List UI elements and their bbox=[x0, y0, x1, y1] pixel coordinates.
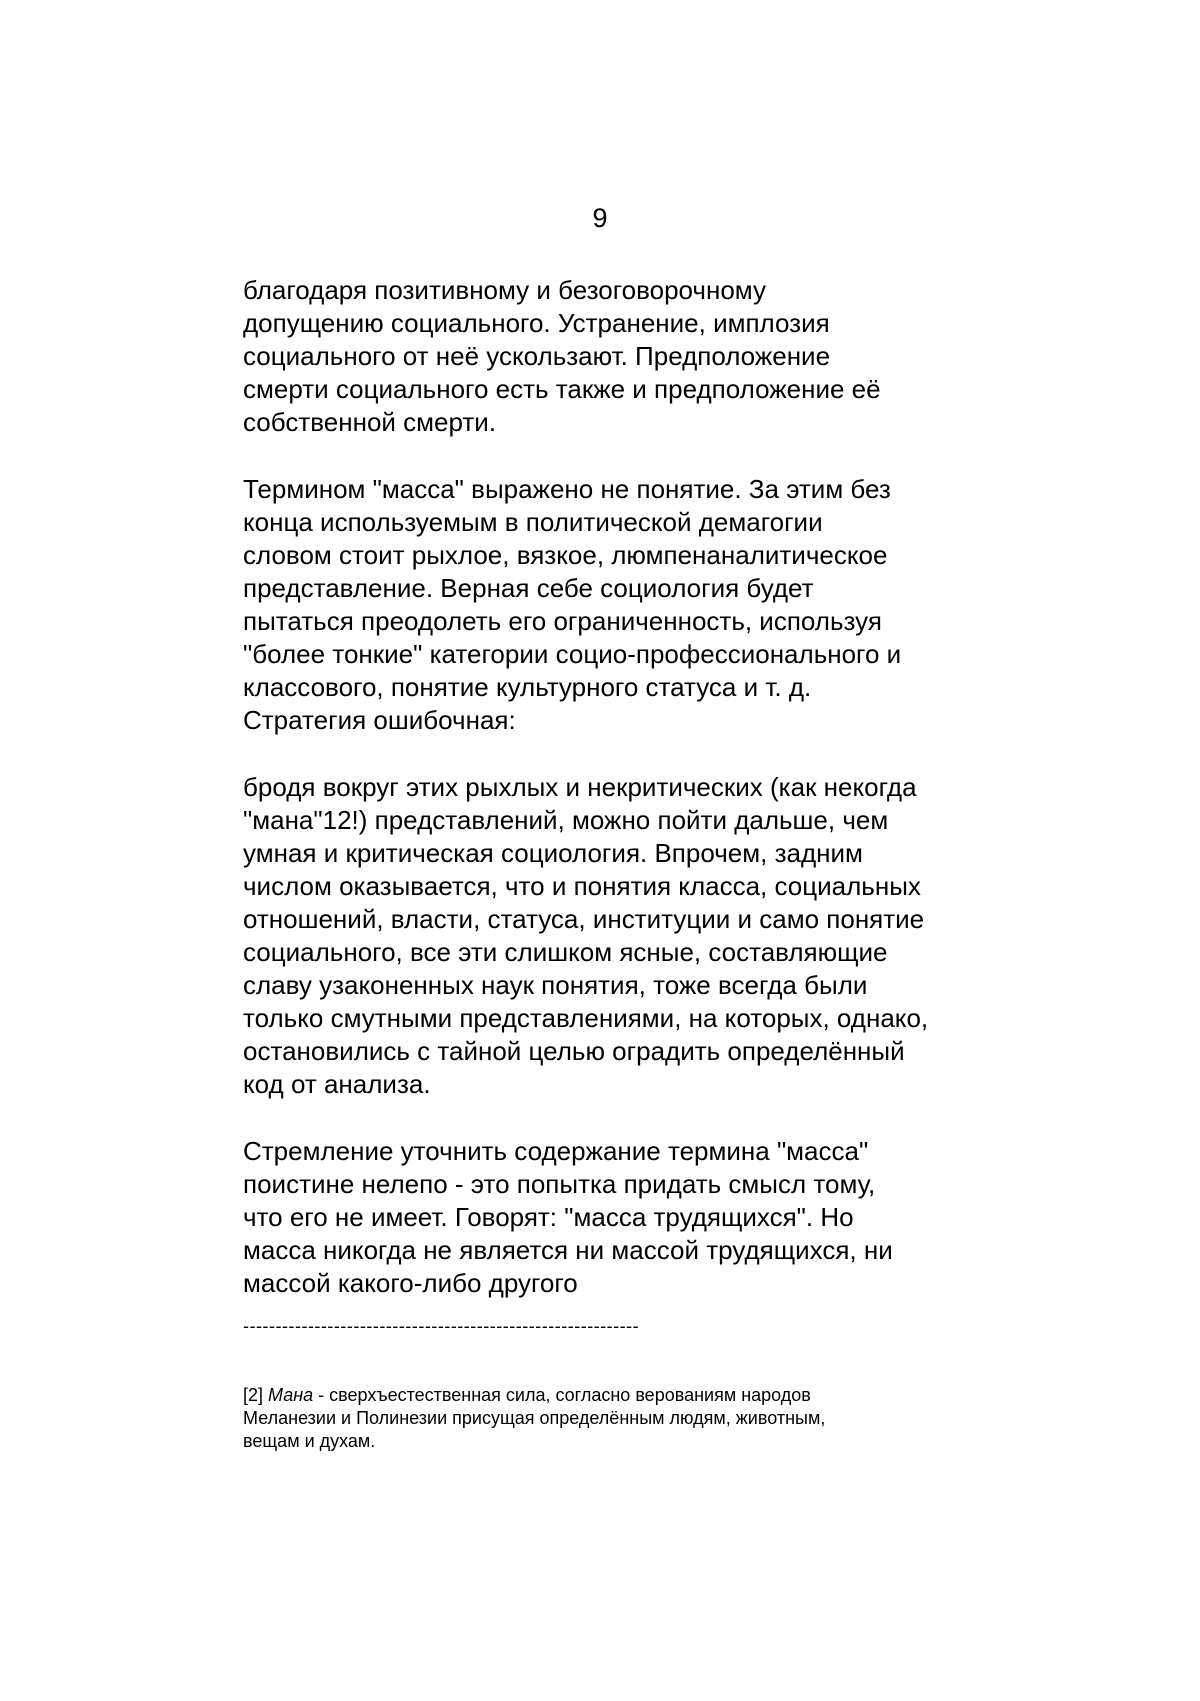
text-line: что его не имеет. Говорят: "масса трудящихся". Но bbox=[243, 1202, 854, 1232]
text-line: славу узаконенных наук понятия, тоже всегда были bbox=[243, 970, 868, 1000]
footnote-separator: ------------------------------------------------------------- bbox=[243, 1316, 640, 1336]
paragraph bbox=[243, 1135, 1003, 1300]
footnote-line bbox=[243, 1384, 1003, 1407]
footnote-marker: [2] bbox=[243, 1385, 264, 1405]
footnote-line: вещам и духам. bbox=[243, 1431, 376, 1451]
text-line: благодаря позитивному и безоговорочному bbox=[243, 275, 766, 305]
text-line: код от анализа. bbox=[243, 1069, 431, 1099]
text-line: пытаться преодолеть его ограниченность, используя bbox=[243, 606, 882, 636]
paragraph bbox=[243, 274, 1003, 439]
text-line: бродя вокруг этих рыхлых и некритических (как некогда bbox=[243, 772, 917, 802]
paragraph bbox=[243, 771, 1003, 1101]
text-line: социального от неё ускользают. Предположение bbox=[243, 341, 831, 371]
text-line: смерти социального есть также и предположение её bbox=[243, 374, 881, 404]
text-line: словом стоит рыхлое, вязкое, люмпенаналитическое bbox=[243, 540, 888, 570]
text-line: Термином "масса" выражено не понятие. За этим без bbox=[243, 474, 891, 504]
text-line: остановились с тайной целью оградить определённый bbox=[243, 1036, 905, 1066]
text-line: "мана"12!) представлений, можно пойти дальше, чем bbox=[243, 805, 889, 835]
footnote bbox=[243, 1384, 1003, 1453]
text-line: допущению социального. Устранение, имплозия bbox=[243, 308, 830, 338]
text-line: представление. Верная себе социология будет bbox=[243, 573, 814, 603]
text-line: масса никогда не является ни массой трудящихся, ни bbox=[243, 1235, 893, 1265]
text-line: отношений, власти, статуса, институции и само понятие bbox=[243, 904, 925, 934]
footnote-text: - сверхъестественная сила, согласно верованиям народов bbox=[313, 1385, 811, 1405]
text-line: числом оказывается, что и понятия класса, социальных bbox=[243, 871, 921, 901]
paragraph bbox=[243, 473, 1003, 737]
text-line: умная и критическая социология. Впрочем, задним bbox=[243, 838, 863, 868]
body-text bbox=[243, 274, 1003, 1334]
text-line: "более тонкие" категории социо-профессионального и bbox=[243, 639, 902, 669]
text-line: классового, понятие культурного статуса и т. д. bbox=[243, 672, 812, 702]
footnote-term: Мана bbox=[268, 1385, 314, 1405]
text-line: только смутными представлениями, на которых, однако, bbox=[243, 1003, 929, 1033]
text-line: социального, все эти слишком ясные, составляющие bbox=[243, 937, 888, 967]
text-line: Стремление уточнить содержание термина "масса" bbox=[243, 1136, 869, 1166]
text-line: Стратегия ошибочная: bbox=[243, 705, 516, 735]
text-line: массой какого-либо другого bbox=[243, 1268, 578, 1298]
page-number: 9 bbox=[592, 203, 608, 233]
text-line: конца используемым в политической демагогии bbox=[243, 507, 823, 537]
text-line: поистине нелепо - это попытка придать смысл тому, bbox=[243, 1169, 876, 1199]
text-line: собственной смерти. bbox=[243, 407, 497, 437]
footnote-line: Меланезии и Полинезии присущая определённым людям, животным, bbox=[243, 1408, 826, 1428]
